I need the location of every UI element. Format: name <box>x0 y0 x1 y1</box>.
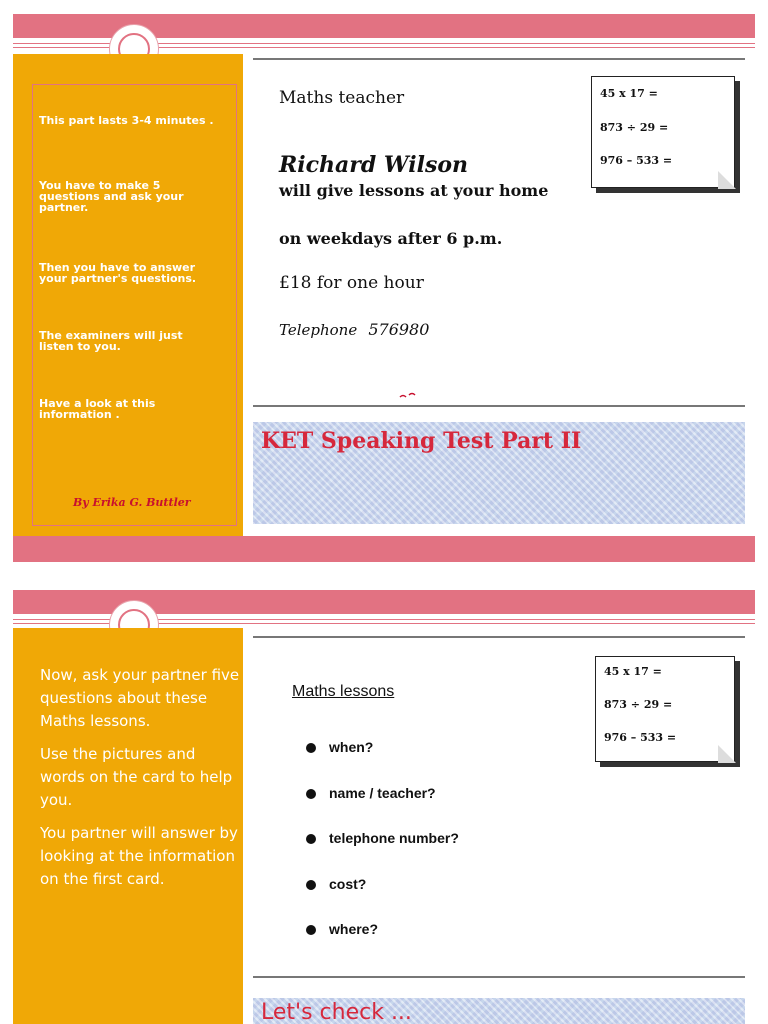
instruction-paragraph: You partner will answer by looking at the information on the first card. <box>40 824 238 888</box>
card-title: Maths lessons <box>292 683 395 700</box>
sum-line: 873 ÷ 29 = <box>604 698 673 711</box>
prompt-item: when? <box>329 739 374 755</box>
prompt-item: cost? <box>329 876 367 892</box>
note-folded-corner <box>718 171 736 189</box>
sum-line: 45 x 17 = <box>600 87 658 100</box>
sidebar-paragraph: Then you have to answer your partner's questions. <box>39 261 197 285</box>
ad-line-2: on weekdays after 6 p.m. <box>279 229 503 248</box>
slide-2-title: Let's check ... <box>261 1000 412 1024</box>
bullet-dot <box>306 925 316 935</box>
slide-1-bottom-bar <box>13 536 755 562</box>
sum-line: 976 – 533 = <box>604 731 677 744</box>
prompt-item: telephone number? <box>329 830 459 846</box>
bullet-dot <box>306 880 316 890</box>
sum-line: 976 – 533 = <box>600 154 673 167</box>
instruction-paragraph: Use the pictures and words on the card to help you. <box>40 745 233 809</box>
note-folded-corner <box>718 745 736 763</box>
card-top-rule <box>253 58 745 60</box>
prompt-item: name / teacher? <box>329 785 436 801</box>
telephone-label: Telephone <box>279 321 358 339</box>
slide-1 <box>13 14 755 562</box>
ad-telephone <box>279 320 429 339</box>
author-byline: By Erika G. Buttler <box>73 496 191 509</box>
decorative-mark <box>399 386 421 392</box>
title-banner <box>253 422 745 524</box>
sums-note <box>591 76 735 188</box>
teacher-name: Richard Wilson <box>279 152 469 178</box>
ad-subject: Maths teacher <box>279 88 405 108</box>
sidebar-paragraph: You have to make 5 questions and ask your partner. <box>39 179 184 214</box>
sidebar-paragraph: This part lasts 3-4 minutes . <box>39 114 214 127</box>
sums-note <box>595 656 735 762</box>
slide-1-title: KET Speaking Test Part II <box>261 428 582 454</box>
slide-2 <box>13 590 755 1024</box>
bullet-dot <box>306 743 316 753</box>
card-top-rule <box>253 636 745 638</box>
slide-1-sidebar <box>13 54 243 536</box>
slide-2-sidebar <box>13 628 243 1024</box>
card-bottom-rule <box>253 405 745 407</box>
prompt-item: where? <box>329 921 379 937</box>
sidebar-paragraph: The examiners will just listen to you. <box>39 329 183 353</box>
ad-line-1: will give lessons at your home <box>279 181 549 200</box>
sum-line: 873 ÷ 29 = <box>600 121 669 134</box>
ad-price: £18 for one hour <box>279 273 424 293</box>
slide-2-instructions <box>40 664 240 901</box>
sidebar-paragraph: Have a look at this information . <box>39 397 156 421</box>
slide-1-sidebar-frame <box>32 84 237 526</box>
sum-line: 45 x 17 = <box>604 665 662 678</box>
bullet-dot <box>306 789 316 799</box>
telephone-number: 576980 <box>368 320 430 339</box>
card-bottom-rule <box>253 976 745 978</box>
instruction-paragraph: Now, ask your partner five questions about these Maths lessons. <box>40 666 240 730</box>
title-banner <box>253 998 745 1024</box>
bullet-dot <box>306 834 316 844</box>
